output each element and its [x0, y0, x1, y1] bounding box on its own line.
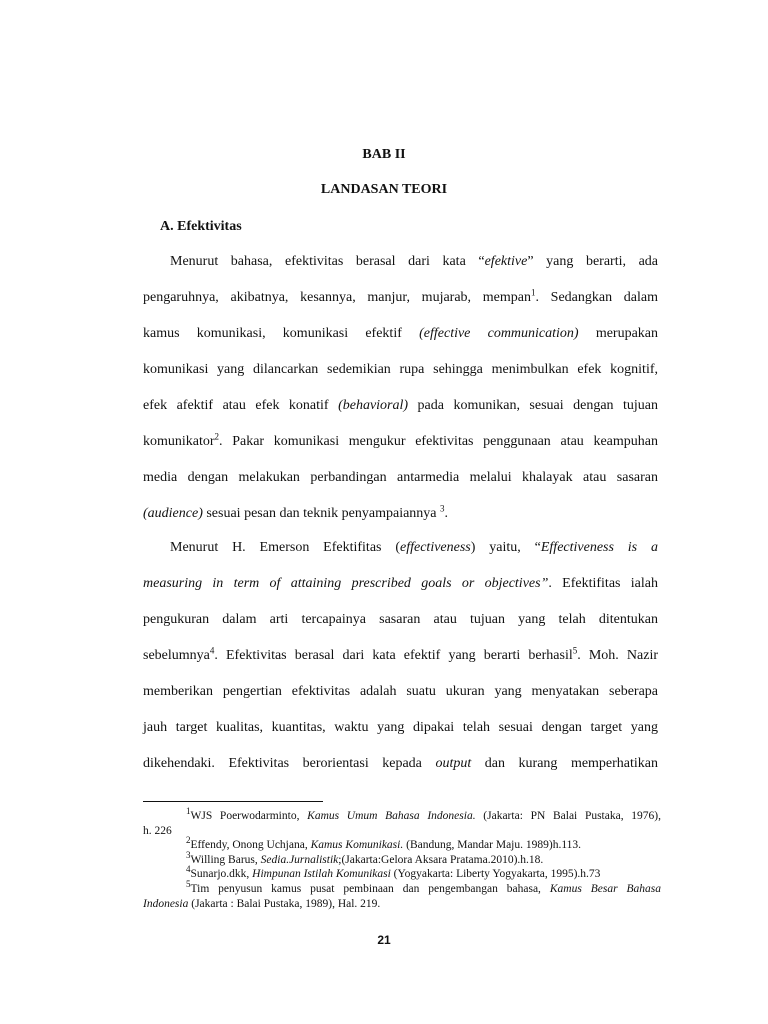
- text-line: jauh target kualitas, kuantitas, waktu yang dipakai telah sesuai dengan target yang: [143, 720, 658, 735]
- footnotes: [143, 806, 662, 911]
- chapter-title: LANDASAN TEORI: [320, 182, 448, 197]
- footnote-separator: [143, 801, 323, 802]
- text-line: Menurut bahasa, efektivitas berasal dari kata “efektive” yang berarti, ada: [170, 254, 658, 269]
- text-line: memberikan pengertian efektivitas adalah suatu ukuran yang menyatakan seberapa: [143, 684, 658, 699]
- section-heading: A. Efektivitas: [160, 219, 242, 234]
- footnote-3: $^3$Willing Barus, Sedia.Jurnalistik;(Jakarta:Gelora Aksara Pratama.2010).h.18.: [186, 849, 544, 866]
- paragraph-2: [143, 530, 658, 782]
- paragraph-1: [143, 244, 658, 532]
- text-line: pengaruhnya, akibatnya, kesannya, manjur, mujarab, mempan$^1$. Sedangkan dalam: [143, 287, 658, 305]
- text-line: kamus komunikasi, komunikasi efektif (effective communication) merupakan: [143, 326, 659, 341]
- text-line: sebelumnya$^4$. Efektivitas berasal dari kata efektif yang berarti berhasil$^5$. Moh. Nazir: [143, 645, 658, 663]
- page-number: 21: [377, 933, 391, 947]
- footnote-1: $^1$WJS Poerwodarminto, Kamus Umum Bahasa Indonesia. (Jakarta: PN Balai Pustaka, 1976),: [186, 806, 661, 822]
- text-line: komunikasi yang dilancarkan sedemikian rupa sehingga menimbulkan efek kognitif,: [143, 362, 658, 377]
- footnote-2: $^2$Effendy, Onong Uchjana, Kamus Komunikasi. (Bandung, Mandar Maju. 1989)h.113.: [186, 835, 582, 852]
- text-line: efek afektif atau efek konatif (behavioral) pada komunikan, sesuai dengan tujuan: [143, 398, 659, 413]
- footnote-5-cont: Indonesia (Jakarta : Balai Pustaka, 1989), Hal. 219.: [143, 897, 381, 910]
- text-line: media dengan melakukan perbandingan antarmedia melalui khalayak atau sasaran: [143, 470, 658, 485]
- footnote-4: $^4$Sunarjo.dkk, Himpunan Istilah Komunikasi (Yogyakarta: Liberty Yogyakarta, 1995).h.73: [186, 864, 601, 881]
- text-line: Menurut H. Emerson Efektifitas (effectiveness) yaitu, “Effectiveness is a: [170, 540, 658, 555]
- text-line: komunikator$^2$. Pakar komunikasi mengukur efektivitas penggunaan atau keampuhan: [143, 431, 658, 449]
- text-line: measuring in term of attaining prescribed goals or objectives”. Efektifitas ialah: [143, 576, 658, 591]
- text-line: pengukuran dalam arti tercapainya sasaran atau tujuan yang telah ditentukan: [143, 612, 658, 627]
- footnote-5: $^5$Tim penyusun kamus pusat pembinaan dan pengembangan bahasa, Kamus Besar Bahasa: [186, 879, 662, 895]
- footnote-1-cont: h. 226: [143, 824, 172, 837]
- text-line: dikehendaki. Efektivitas berorientasi kepada output dan kurang memperhatikan: [143, 756, 659, 771]
- chapter-heading: BAB II: [362, 147, 406, 162]
- text-line: (audience) sesuai pesan dan teknik penyampaiannya $^3$.: [143, 503, 449, 521]
